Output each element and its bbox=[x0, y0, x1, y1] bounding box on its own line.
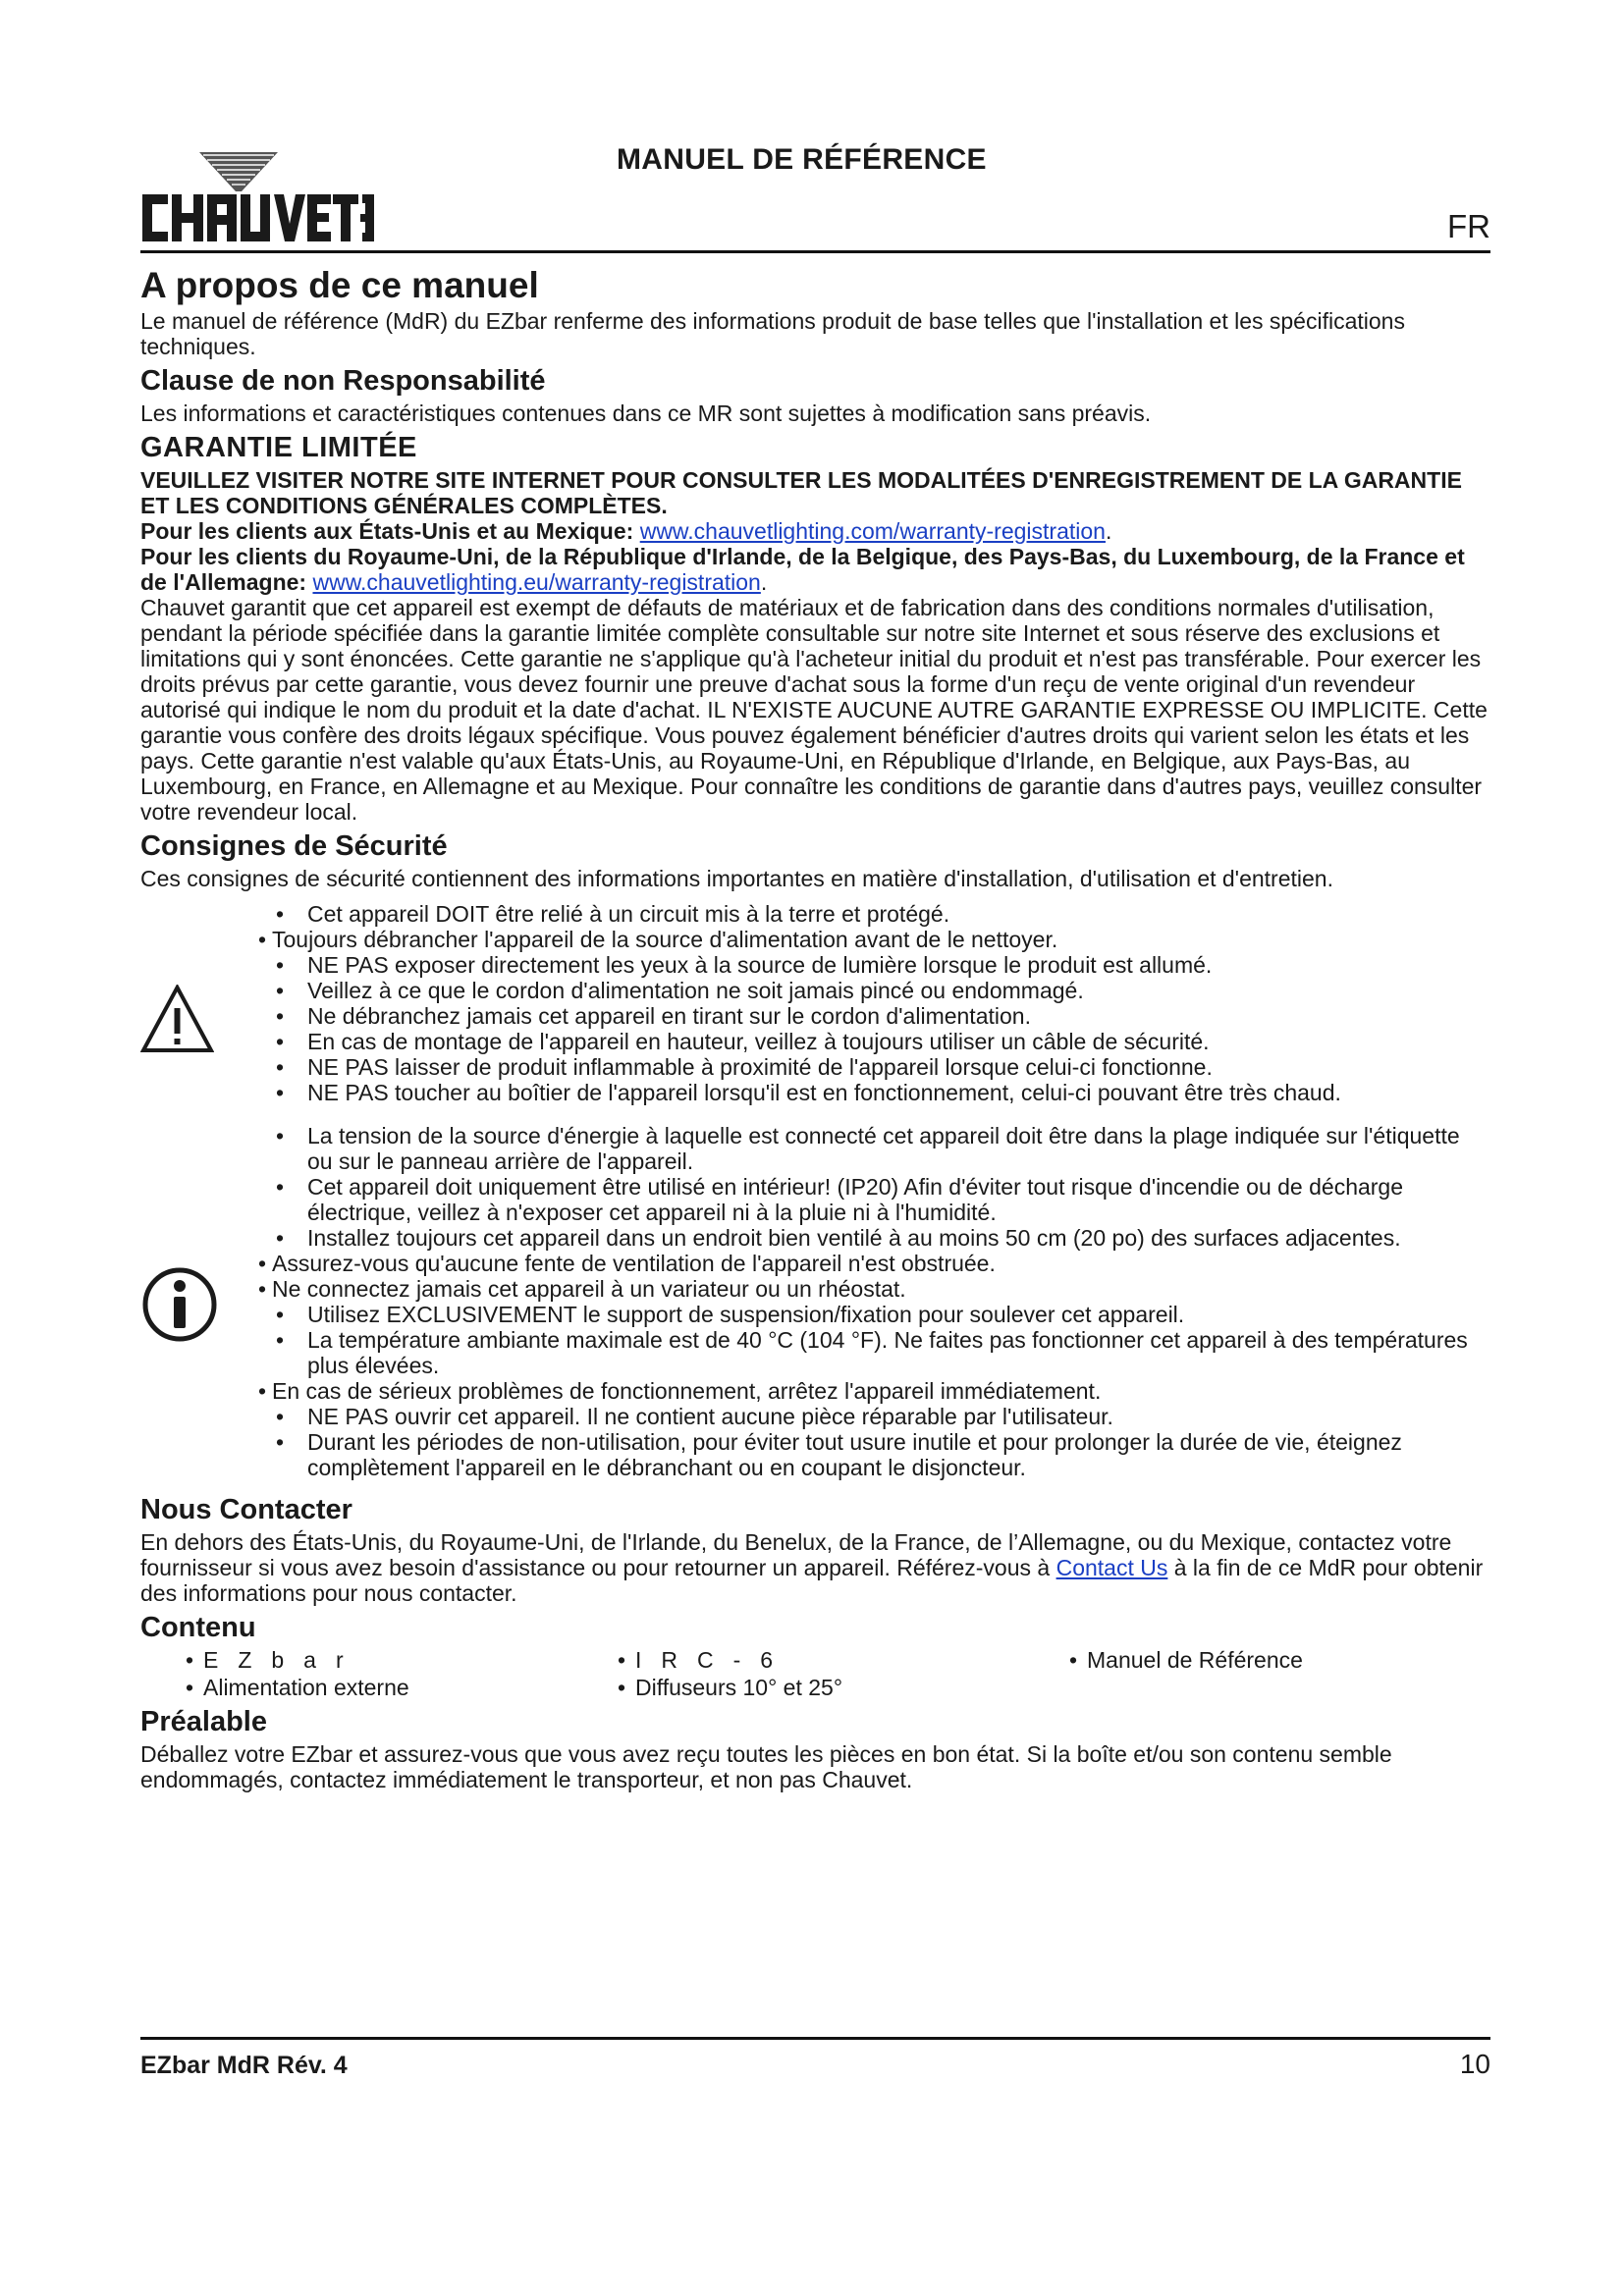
info-item: • Installez toujours cet appareil dans un endroit bien ventilé à au moins 50 cm (20 po) des surfaces adjacentes. bbox=[256, 1225, 1490, 1251]
contact-text-before: En dehors des États-Unis, du Royaume-Uni, de l'Irlande, du Benelux, de la France, de l’Allemagne, ou du Mexique, contactez votre fournisseur si vous avez besoin d'assistance ou pour retourner un appareil. Référez-vous à bbox=[140, 1529, 1452, 1580]
warranty-us-label: Pour les clients aux États-Unis et au Mexique: bbox=[140, 518, 634, 544]
contents-item: • Manuel de Référence bbox=[1069, 1647, 1490, 1673]
warning-list bbox=[256, 901, 1490, 1105]
contact-text-after: à la fin de ce MdR pour obtenir des informations pour nous contacter. bbox=[140, 1555, 1484, 1606]
main-content bbox=[140, 263, 1490, 1792]
warranty-body: Chauvet garantit que cet appareil est exempt de défauts de matériaux et de fabrication dans des conditions normales d'utilisation, pendant la période spécifiée dans la garantie limitée complète consultable sur notre site Internet et sous réserve des exclusions et limitations qui y sont énoncées. Cette garantie ne s'applique qu'à l'acheteur initial du produit et n'est pas transférable. Pour exercer les droits prévus par cette garantie, vous devez fournir une preuve d'achat sous la forme d'un reçu de vente original d'un revendeur autorisé qui indique le nom du produit et la date d'achat. IL N'EXISTE AUCUNE AUTRE GARANTIE EXPRESSE OU IMPLICITE. Cette garantie vous confère des droits légaux spécifique. Vous pouvez également bénéficier d'autres droits qui varient selon les états et les pays. Cette garantie n'est valable qu'aux États-Unis, au Royaume-Uni, en République d'Irlande, en Belgique, aux Pays-Bas, au Luxembourg, en France, en Allemagne et au Mexique. Pour connaître les conditions de garantie dans d'autres pays, veuillez consulter votre revendeur local. bbox=[140, 595, 1488, 825]
disclaimer-text: Les informations et caractéristiques contenues dans ce MR sont sujettes à modification sans préavis. bbox=[140, 400, 1152, 426]
warning-item: • NE PAS laisser de produit inflammable à proximité de l'appareil lorsque celui-ci fonctionne. bbox=[256, 1054, 1490, 1080]
about-title: A propos de ce manuel bbox=[140, 265, 539, 305]
info-item: • La tension de la source d'énergie à laquelle est connecté cet appareil doit être dans la plage indiquée sur l'étiquette ou sur le panneau arrière de l'appareil. bbox=[256, 1123, 1490, 1174]
warning-item: • NE PAS toucher au boîtier de l'appareil lorsqu'il est en fonctionnement, celui-ci pouvant être très chaud. bbox=[256, 1080, 1490, 1105]
header-divider bbox=[140, 250, 1490, 253]
warning-item: • Cet appareil DOIT être relié à un circuit mis à la terre et protégé. bbox=[256, 901, 1490, 927]
info-item: • NE PAS ouvrir cet appareil. Il ne contient aucune pièce réparable par l'utilisateur. bbox=[256, 1404, 1490, 1429]
contact-us-link[interactable]: Contact Us bbox=[1056, 1555, 1168, 1580]
warranty-us-link[interactable]: www.chauvetlighting.com/warranty-registration bbox=[639, 518, 1106, 544]
info-block bbox=[140, 1123, 1490, 1480]
footer-divider bbox=[140, 2037, 1490, 2040]
info-item: • Assurez-vous qu'aucune fente de ventilation de l'appareil n'est obstruée. bbox=[256, 1251, 1490, 1276]
info-item: • Durant les périodes de non-utilisation, pour éviter tout usure inutile et pour prolonger la durée de vie, éteignez complètement l'appareil en le débranchant ou en coupant le disjoncteur. bbox=[256, 1429, 1490, 1480]
about-text: Le manuel de référence (MdR) du EZbar renferme des informations produit de base telles que l'installation et les spécifications techniques. bbox=[140, 308, 1405, 359]
safety-title: Consignes de Sécurité bbox=[140, 830, 448, 862]
warning-item: • Toujours débrancher l'appareil de la source d'alimentation avant de le nettoyer. bbox=[256, 927, 1490, 952]
info-item: • Utilisez EXCLUSIVEMENT le support de suspension/fixation pour soulever cet appareil. bbox=[256, 1302, 1490, 1327]
info-item: • Ne connectez jamais cet appareil à un variateur ou un rhéostat. bbox=[256, 1276, 1490, 1302]
warning-triangle-icon bbox=[140, 985, 214, 1053]
warranty-notice: VEUILLEZ VISITER NOTRE SITE INTERNET POUR CONSULTER LES MODALITÉES D'ENREGISTREMENT DE LA GARANTIE ET LES CONDITIONS GÉNÉRALES COMPLÈTES. bbox=[140, 467, 1462, 518]
footer-doc-label: EZbar MdR Rév. 4 bbox=[140, 2052, 348, 2079]
contact-text bbox=[140, 1529, 1490, 1606]
info-item: • La température ambiante maximale est de 40 °C (104 °F). Ne faites pas fonctionner cet appareil à des températures plus élevées. bbox=[256, 1327, 1490, 1378]
warranty-us-line: Pour les clients aux États-Unis et au Mexique: www.chauvetlighting.com/warranty-registration. bbox=[140, 518, 1112, 544]
language-code: FR bbox=[1447, 208, 1490, 244]
info-item: • Cet appareil doit uniquement être utilisé en intérieur! (IP20) Afin d'éviter tout risque d'incendie ou de décharge électrique, veillez à n'exposer cet appareil ni à la pluie ni à l'humidité. bbox=[256, 1174, 1490, 1225]
warranty-title: GARANTIE LIMITÉE bbox=[140, 432, 417, 463]
contents-title: Contenu bbox=[140, 1612, 256, 1643]
contents-item: • Diffuseurs 10° et 25° bbox=[618, 1675, 1069, 1700]
contents-list bbox=[186, 1647, 1490, 1700]
prereq-title: Préalable bbox=[140, 1706, 267, 1737]
warranty-eu-line: Pour les clients du Royaume-Uni, de la République d'Irlande, de la Belgique, des Pays-Bas, du Luxembourg, de la France et de l'Allemagne: www.chauvetlighting.eu/warranty-registration. bbox=[140, 544, 1465, 595]
info-list bbox=[256, 1123, 1490, 1480]
warranty-eu-label: Pour les clients du Royaume-Uni, de la République d'Irlande, de la Belgique, des Pays-Bas, du Luxembourg, de la France et de l'Allemagne: bbox=[140, 544, 1465, 595]
chauvet-dj-logo bbox=[140, 147, 376, 250]
warning-item: • Ne débranchez jamais cet appareil en tirant sur le cordon d'alimentation. bbox=[256, 1003, 1490, 1029]
contents-item: • IRC-6 bbox=[618, 1647, 1069, 1673]
warning-block bbox=[140, 901, 1490, 1105]
contents-item: • EZbar bbox=[186, 1647, 618, 1673]
safety-intro: Ces consignes de sécurité contiennent des informations importantes en matière d'installation, d'utilisation et d'entretien. bbox=[140, 866, 1333, 891]
warning-item: • NE PAS exposer directement les yeux à la source de lumière lorsque le produit est allumé. bbox=[256, 952, 1490, 978]
contact-title: Nous Contacter bbox=[140, 1494, 352, 1525]
contents-item: • Alimentation externe bbox=[186, 1675, 618, 1700]
disclaimer-title: Clause de non Responsabilité bbox=[140, 365, 546, 397]
document-title: MANUEL DE RÉFÉRENCE bbox=[617, 143, 987, 176]
warning-item: • En cas de montage de l'appareil en hauteur, veillez à toujours utiliser un câble de sécurité. bbox=[256, 1029, 1490, 1054]
info-item: • En cas de sérieux problèmes de fonctionnement, arrêtez l'appareil immédiatement. bbox=[256, 1378, 1490, 1404]
info-circle-icon bbox=[140, 1265, 219, 1344]
prereq-text: Déballez votre EZbar et assurez-vous que vous avez reçu toutes les pièces en bon état. Si la boîte et/ou son contenu semble endommagés, contactez immédiatement le transporteur, et non pas Chauvet. bbox=[140, 1741, 1392, 1792]
warranty-eu-link[interactable]: www.chauvetlighting.eu/warranty-registration bbox=[312, 569, 761, 595]
page-number: 10 bbox=[1459, 2049, 1490, 2079]
warning-item: • Veillez à ce que le cordon d'alimentation ne soit jamais pincé ou endommagé. bbox=[256, 978, 1490, 1003]
